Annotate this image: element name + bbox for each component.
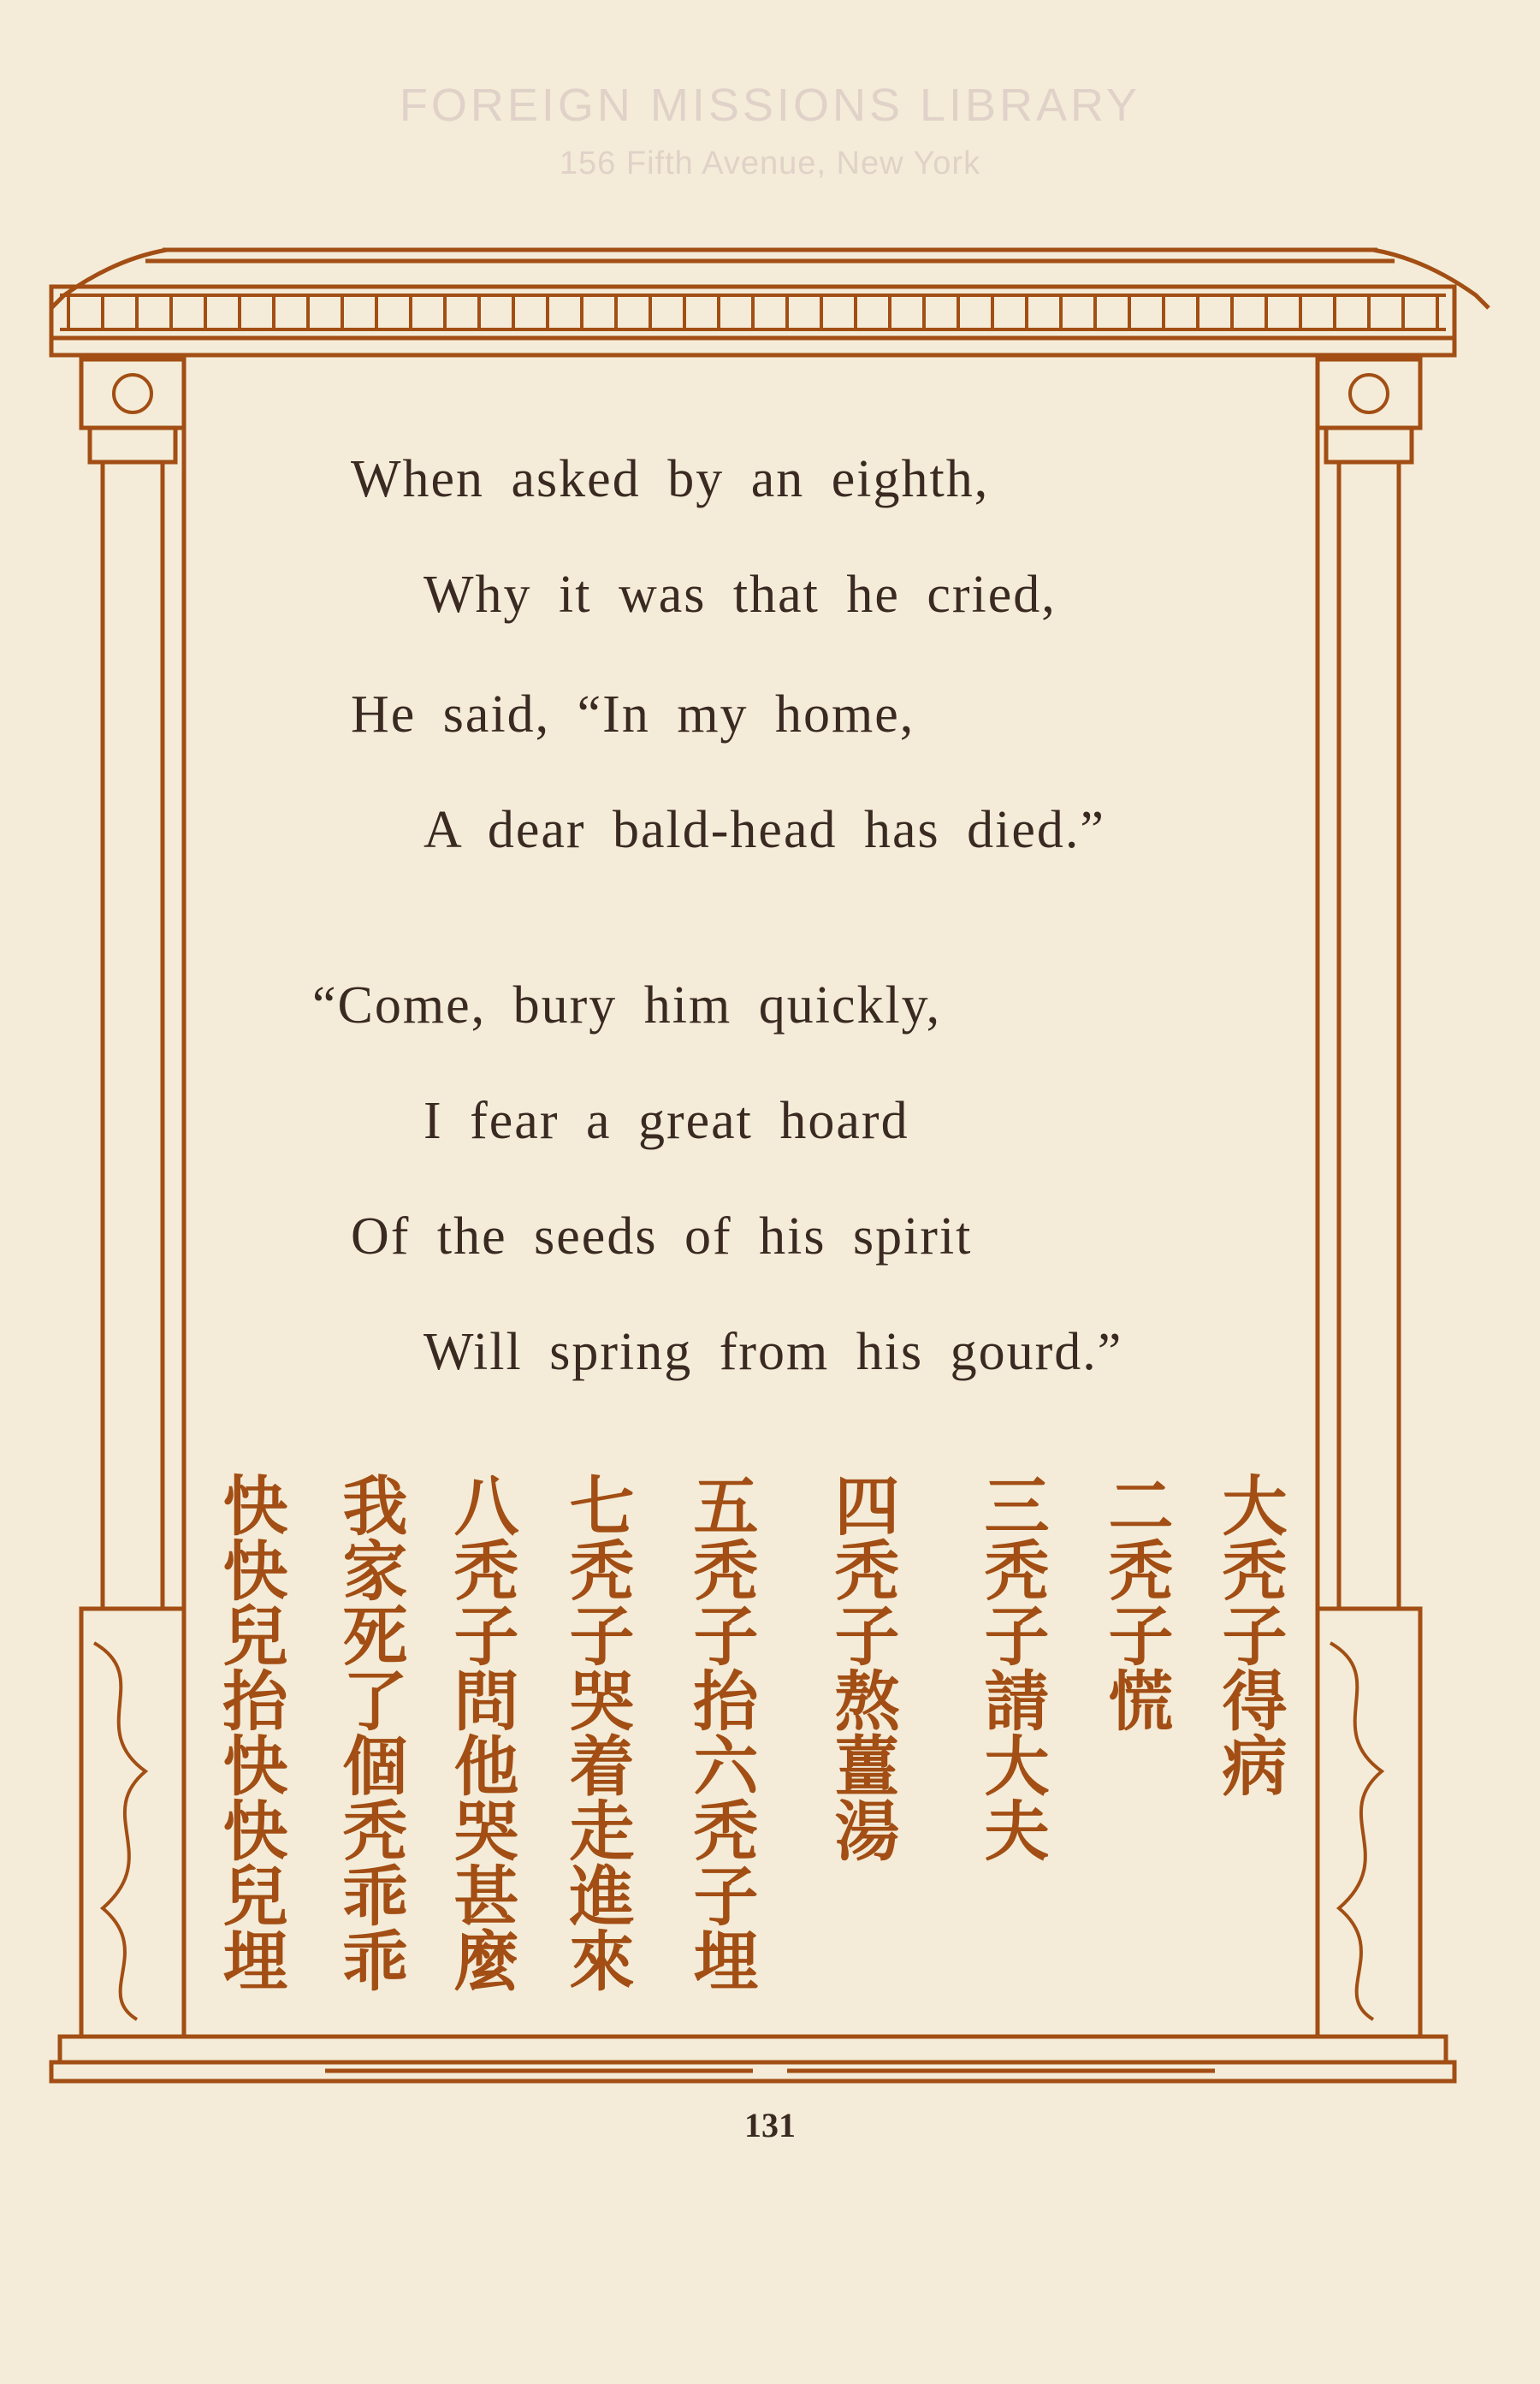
chinese-column: 快快兒抬快快兒埋 [212, 1472, 288, 1992]
poem-line: I fear a great hoard [424, 1092, 909, 1150]
poem-line: Why it was that he cried, [424, 566, 1057, 624]
library-stamp-line2: 156 Fifth Avenue, New York [559, 145, 981, 181]
poem-line: Will spring from his gourd.” [424, 1323, 1123, 1381]
chinese-column: 四秃子熬薑湯 [824, 1472, 900, 1862]
poem-line: When asked by an eighth, [351, 450, 990, 508]
poem-line: A dear bald-head has died.” [424, 801, 1105, 859]
chinese-column: 五秃子抬六秃子埋 [683, 1472, 759, 1992]
poem-line: Of the seeds of his spirit [351, 1207, 973, 1266]
chinese-column: 大秃子得病 [1211, 1472, 1288, 1797]
library-stamp-line1: FOREIGN MISSIONS LIBRARY [399, 80, 1141, 131]
chinese-column: 八秃子問他哭甚麼 [443, 1472, 519, 1992]
poem-line: “Come, bury him quickly, [312, 976, 942, 1035]
chinese-column: 三秃子請大夫 [974, 1472, 1050, 1862]
page-number: 131 [744, 2106, 796, 2144]
chinese-column: 七秃子哭着走進來 [559, 1472, 635, 1992]
poem-line: He said, “In my home, [351, 685, 915, 744]
chinese-column: 我家死了個秃乖乖 [332, 1472, 408, 1992]
chinese-column: 二秃子慌 [1098, 1472, 1174, 1732]
